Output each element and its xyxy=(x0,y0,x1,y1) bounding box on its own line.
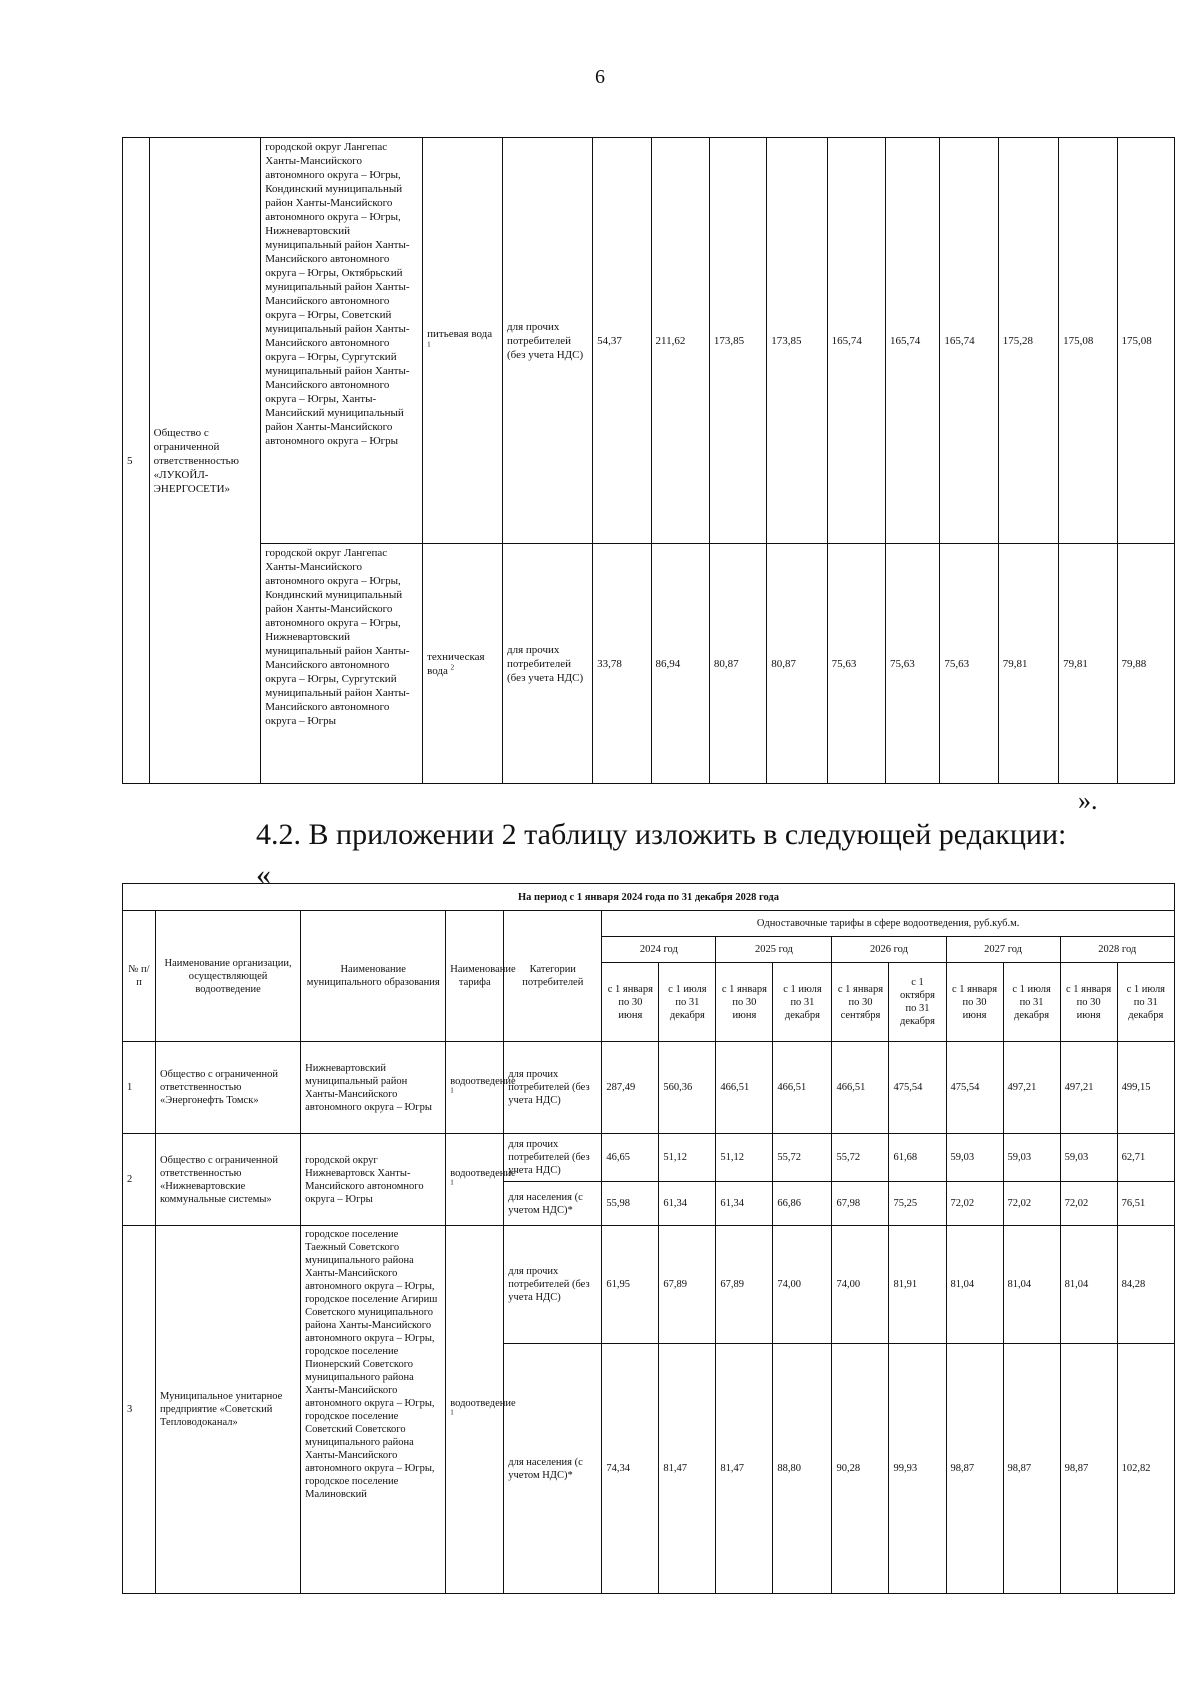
header-year: 2024 год xyxy=(602,937,716,963)
municipality-cell: городской округ Лангепас Ханты-Мансийского автономного округа – Югры, Кондинский муниципальный район Ханты-Мансийского автономного округа – Югры, Нижневартовский муниципальный район Ханты-Мансийского автономного округа – Югры, Октябрьский муниципальный район Ханты-Мансийского автономного округа – Югры, Советский муниципальный район Ханты-Мансийского автономного округа – Югры, Сургутский муниципальный район Ханты-Мансийского автономного округа – Югры, Ханты-Мансийский муниципальный район Ханты-Мансийского автономного округа – Югры xyxy=(261,138,423,544)
consumer-category: для прочих потребителей (без учета НДС) xyxy=(503,544,593,784)
tariff-value: 66,86 xyxy=(773,1182,832,1226)
tariff-value: 80,87 xyxy=(709,544,766,784)
table-row xyxy=(123,138,1175,544)
tariff-value: 46,65 xyxy=(602,1134,659,1182)
tariff-name: водоотведение $^1$ xyxy=(446,1134,504,1226)
consumer-category: для прочих потребителей (без учета НДС) xyxy=(504,1226,602,1344)
tariff-value: 62,71 xyxy=(1117,1134,1174,1182)
tariff-value: 55,72 xyxy=(773,1134,832,1182)
header-year: 2025 год xyxy=(716,937,832,963)
tariff-value: 86,94 xyxy=(651,544,709,784)
tariff-value: 466,51 xyxy=(716,1042,773,1134)
table-row xyxy=(123,1042,1175,1134)
organization-name: Общество с ограниченной ответственностью «Нижневартовские коммунальные системы» xyxy=(156,1134,301,1226)
header-category: Категории потребителей xyxy=(504,911,602,1042)
row-number: 1 xyxy=(123,1042,156,1134)
tariff-value: 51,12 xyxy=(659,1134,716,1182)
header-year: 2028 год xyxy=(1060,937,1174,963)
organization-name: Муниципальное унитарное предприятие «Советский Тепловодоканал» xyxy=(156,1226,301,1594)
tariff-value: 61,68 xyxy=(889,1134,946,1182)
header-year: 2027 год xyxy=(946,937,1060,963)
tariff-name: питьевая вода $^1$ xyxy=(423,138,503,544)
header-period: с 1 января по 30 сентября xyxy=(832,963,889,1042)
tariff-value: 72,02 xyxy=(1060,1182,1117,1226)
tariff-value: 55,98 xyxy=(602,1182,659,1226)
tariff-value: 497,21 xyxy=(1060,1042,1117,1134)
page-number: 6 xyxy=(595,66,605,88)
row-number: 3 xyxy=(123,1226,156,1594)
consumer-category: для прочих потребителей (без учета НДС) xyxy=(504,1134,602,1182)
header-period: с 1 июля по 31 декабря xyxy=(773,963,832,1042)
tariff-value: 165,74 xyxy=(940,138,998,544)
tariff-value: 59,03 xyxy=(946,1134,1003,1182)
row-number: 5 xyxy=(123,138,150,784)
tariff-table-continuation xyxy=(122,137,1175,784)
municipality-cell: городское поселение Таежный Советского муниципального района Ханты-Мансийского автономного округа – Югры, городское поселение Агириш Советского муниципального района Ханты-Мансийского автономного округа – Югры, городское поселение Пионерский Советского муниципального района Ханты-Мансийского автономного округа – Югры, городское поселение Советский Советского муниципального района Ханты-Мансийского автономного округа – Югры, городское поселение Малиновский xyxy=(301,1226,446,1594)
header-period: с 1 января по 30 июня xyxy=(602,963,659,1042)
tariff-value: 90,28 xyxy=(832,1344,889,1594)
period-title: На период с 1 января 2024 года по 31 декабря 2028 года xyxy=(123,884,1175,911)
header-tariff-name: Наименование тарифа xyxy=(446,911,504,1042)
tariff-name: водоотведение $^1$ xyxy=(446,1226,504,1594)
tariff-value: 98,87 xyxy=(1060,1344,1117,1594)
tariff-value: 72,02 xyxy=(1003,1182,1060,1226)
header-no: № п/п xyxy=(123,911,156,1042)
consumer-category: для прочих потребителей (без учета НДС) xyxy=(504,1042,602,1134)
tariff-value: 74,34 xyxy=(602,1344,659,1594)
tariff-value: 75,63 xyxy=(940,544,998,784)
header-period: с 1 июля по 31 декабря xyxy=(1003,963,1060,1042)
consumer-category: для прочих потребителей (без учета НДС) xyxy=(503,138,593,544)
tariff-value: 81,91 xyxy=(889,1226,946,1344)
opening-quote: « xyxy=(256,858,271,891)
closing-quote: ». xyxy=(1078,786,1098,815)
tariff-value: 59,03 xyxy=(1003,1134,1060,1182)
header-year: 2026 год xyxy=(832,937,946,963)
tariff-value: 81,04 xyxy=(1003,1226,1060,1344)
tariff-value: 72,02 xyxy=(946,1182,1003,1226)
organization-name: Общество с ограниченной ответственностью «Энергонефть Томск» xyxy=(156,1042,301,1134)
tariff-value: 61,34 xyxy=(659,1182,716,1226)
municipality-cell: городской округ Нижневартовск Ханты-Мансийского автономного округа – Югры xyxy=(301,1134,446,1226)
table-row xyxy=(123,1226,1175,1344)
tariff-value: 84,28 xyxy=(1117,1226,1174,1344)
tariff-value: 173,85 xyxy=(767,138,827,544)
organization-name: Общество с ограниченной ответственностью «ЛУКОЙЛ-ЭНЕРГОСЕТИ» xyxy=(149,138,261,784)
tariff-value: 499,15 xyxy=(1117,1042,1174,1134)
tariff-value: 51,12 xyxy=(716,1134,773,1182)
tariff-value: 175,08 xyxy=(1059,138,1117,544)
tariff-value: 99,93 xyxy=(889,1344,946,1594)
tariff-value: 175,28 xyxy=(998,138,1058,544)
tariff-name: водоотведение $^1$ xyxy=(446,1042,504,1134)
section-heading: 4.2. В приложении 2 таблицу изложить в следующей редакции: xyxy=(256,818,1067,851)
municipality-cell: Нижневартовский муниципальный район Ханты-Мансийского автономного округа – Югры xyxy=(301,1042,446,1134)
wastewater-tariff-table xyxy=(122,883,1175,1594)
tariff-value: 466,51 xyxy=(832,1042,889,1134)
header-organization: Наименование организации, осуществляющей водоотведение xyxy=(156,911,301,1042)
tariff-value: 81,04 xyxy=(946,1226,1003,1344)
tariff-value: 102,82 xyxy=(1117,1344,1174,1594)
tariff-value: 475,54 xyxy=(946,1042,1003,1134)
tariff-value: 80,87 xyxy=(767,544,827,784)
tariff-value: 79,88 xyxy=(1117,544,1175,784)
tariff-value: 61,95 xyxy=(602,1226,659,1344)
tariff-value: 165,74 xyxy=(827,138,885,544)
tariff-value: 173,85 xyxy=(709,138,766,544)
tariff-value: 67,98 xyxy=(832,1182,889,1226)
tariff-value: 560,36 xyxy=(659,1042,716,1134)
tariff-value: 67,89 xyxy=(659,1226,716,1344)
consumer-category: для населения (с учетом НДС)* xyxy=(504,1344,602,1594)
tariff-value: 475,54 xyxy=(889,1042,946,1134)
tariff-value: 81,04 xyxy=(1060,1226,1117,1344)
tariff-value: 98,87 xyxy=(1003,1344,1060,1594)
header-tariffs-group: Одноставочные тарифы в сфере водоотведения, руб.куб.м. xyxy=(602,911,1175,937)
tariff-value: 54,37 xyxy=(593,138,651,544)
tariff-value: 59,03 xyxy=(1060,1134,1117,1182)
tariff-value: 79,81 xyxy=(998,544,1058,784)
header-period: с 1 октября по 31 декабря xyxy=(889,963,946,1042)
tariff-value: 175,08 xyxy=(1117,138,1175,544)
table-row xyxy=(123,1134,1175,1182)
header-period: с 1 января по 30 июня xyxy=(946,963,1003,1042)
tariff-value: 79,81 xyxy=(1059,544,1117,784)
header-period: с 1 января по 30 июня xyxy=(716,963,773,1042)
header-period: с 1 июля по 31 декабря xyxy=(1117,963,1174,1042)
tariff-value: 98,87 xyxy=(946,1344,1003,1594)
tariff-value: 466,51 xyxy=(773,1042,832,1134)
consumer-category: для населения (с учетом НДС)* xyxy=(504,1182,602,1226)
tariff-name: техническая вода $^2$ xyxy=(423,544,503,784)
tariff-value: 55,72 xyxy=(832,1134,889,1182)
table-row xyxy=(123,544,1175,784)
tariff-value: 74,00 xyxy=(832,1226,889,1344)
municipality-cell: городской округ Лангепас Ханты-Мансийского автономного округа – Югры, Кондинский муниципальный район Ханты-Мансийского автономного округа – Югры, Нижневартовский муниципальный район Ханты-Мансийского автономного округа – Югры, Сургутский муниципальный район Ханты-Мансийского автономного округа – Югры xyxy=(261,544,423,784)
tariff-value: 75,63 xyxy=(886,544,940,784)
header-municipality: Наименование муниципального образования xyxy=(301,911,446,1042)
tariff-value: 287,49 xyxy=(602,1042,659,1134)
tariff-value: 33,78 xyxy=(593,544,651,784)
tariff-value: 211,62 xyxy=(651,138,709,544)
tariff-value: 81,47 xyxy=(659,1344,716,1594)
tariff-value: 75,63 xyxy=(827,544,885,784)
tariff-value: 165,74 xyxy=(886,138,940,544)
row-number: 2 xyxy=(123,1134,156,1226)
header-period: с 1 января по 30 июня xyxy=(1060,963,1117,1042)
tariff-value: 75,25 xyxy=(889,1182,946,1226)
tariff-value: 76,51 xyxy=(1117,1182,1174,1226)
header-period: с 1 июля по 31 декабря xyxy=(659,963,716,1042)
tariff-value: 67,89 xyxy=(716,1226,773,1344)
tariff-value: 61,34 xyxy=(716,1182,773,1226)
tariff-value: 497,21 xyxy=(1003,1042,1060,1134)
tariff-value: 88,80 xyxy=(773,1344,832,1594)
tariff-value: 74,00 xyxy=(773,1226,832,1344)
tariff-value: 81,47 xyxy=(716,1344,773,1594)
